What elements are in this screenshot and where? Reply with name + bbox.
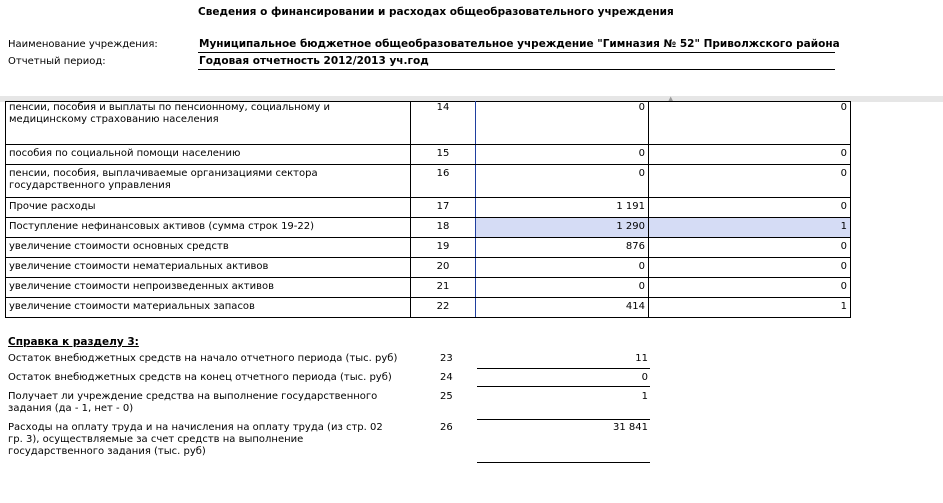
row-value-2[interactable]: 1 xyxy=(649,298,851,318)
table-row xyxy=(6,258,851,278)
table-row xyxy=(6,278,851,298)
reference-title: Справка к разделу 3: xyxy=(8,336,139,348)
ref-value-underline xyxy=(477,386,650,387)
row-value-1[interactable]: 414 xyxy=(476,298,649,318)
ref-row-name: Остаток внебюджетных средств на конец отчетного периода (тыс. руб) xyxy=(8,372,392,383)
row-name: увеличение стоимости основных средств xyxy=(6,238,411,258)
period-value: Годовая отчетность 2012/2013 уч.год xyxy=(199,55,429,67)
row-value-1[interactable]: 1 290 xyxy=(476,218,649,238)
table-row xyxy=(6,218,851,238)
ref-value-underline xyxy=(477,368,650,369)
table-row xyxy=(6,165,851,198)
row-code: 15 xyxy=(411,145,476,165)
row-value-1[interactable]: 0 xyxy=(476,102,649,145)
row-code: 14 xyxy=(411,102,476,145)
row-value-2[interactable]: 0 xyxy=(649,238,851,258)
ref-row-code: 25 xyxy=(440,391,453,402)
row-name: пенсии, пособия и выплаты по пенсионному, социальному и медицинскому страхованию населения xyxy=(6,102,411,145)
expenses-table xyxy=(5,101,851,318)
table-row xyxy=(6,298,851,318)
row-name: Поступление нефинансовых активов (сумма строк 19-22) xyxy=(6,218,411,238)
row-name: увеличение стоимости материальных запасов xyxy=(6,298,411,318)
period-label: Отчетный период: xyxy=(8,56,106,67)
row-value-2[interactable]: 0 xyxy=(649,198,851,218)
row-name: Прочие расходы xyxy=(6,198,411,218)
row-code: 17 xyxy=(411,198,476,218)
row-name: увеличение стоимости нематериальных активов xyxy=(6,258,411,278)
row-code: 19 xyxy=(411,238,476,258)
ref-row-name: Остаток внебюджетных средств на начало отчетного периода (тыс. руб) xyxy=(8,353,398,364)
row-value-2[interactable]: 0 xyxy=(649,102,851,145)
row-name: пенсии, пособия, выплачиваемые организациями сектора государственного управления xyxy=(6,165,411,198)
row-value-2[interactable]: 0 xyxy=(649,145,851,165)
row-value-2[interactable]: 1 xyxy=(649,218,851,238)
institution-value: Муниципальное бюджетное общеобразовательное учреждение "Гимназия № 52" Приволжского района xyxy=(199,38,840,50)
row-value-2[interactable]: 0 xyxy=(649,278,851,298)
row-name: пособия по социальной помощи населению xyxy=(6,145,411,165)
row-name: увеличение стоимости непроизведенных активов xyxy=(6,278,411,298)
row-code: 22 xyxy=(411,298,476,318)
row-code: 18 xyxy=(411,218,476,238)
table-row xyxy=(6,145,851,165)
row-code: 16 xyxy=(411,165,476,198)
table-row xyxy=(6,198,851,218)
ref-row-code: 26 xyxy=(440,422,453,433)
scroll-caret-icon: ▲ xyxy=(668,95,674,103)
table-row xyxy=(6,238,851,258)
ref-row-code: 24 xyxy=(440,372,453,383)
report-title: Сведения о финансировании и расходах общеобразовательного учреждения xyxy=(198,6,674,18)
ref-row-name: Получает ли учреждение средства на выполнение государственного задания (да - 1, нет - 0) xyxy=(8,391,378,414)
ref-row-value[interactable]: 0 xyxy=(641,372,648,383)
row-code: 20 xyxy=(411,258,476,278)
period-underline xyxy=(198,69,835,70)
ref-row-name: Расходы на оплату труда и на начисления на оплату труда (из стр. 02 гр. 3), осуществляемые за счет средств на выполнение государственного задания (тыс. руб) xyxy=(8,422,383,457)
row-value-1[interactable]: 0 xyxy=(476,278,649,298)
row-value-1[interactable]: 1 191 xyxy=(476,198,649,218)
row-code: 21 xyxy=(411,278,476,298)
row-value-1[interactable]: 0 xyxy=(476,165,649,198)
row-value-2[interactable]: 0 xyxy=(649,258,851,278)
ref-value-underline xyxy=(477,462,650,463)
ref-value-underline xyxy=(477,419,650,420)
table-row xyxy=(6,102,851,145)
institution-underline xyxy=(198,52,835,53)
row-value-2[interactable]: 0 xyxy=(649,165,851,198)
row-value-1[interactable]: 0 xyxy=(476,145,649,165)
row-value-1[interactable]: 876 xyxy=(476,238,649,258)
institution-label: Наименование учреждения: xyxy=(8,39,158,50)
ref-row-value[interactable]: 1 xyxy=(641,391,648,402)
row-value-1[interactable]: 0 xyxy=(476,258,649,278)
ref-row-value[interactable]: 31 841 xyxy=(613,422,648,433)
ref-row-code: 23 xyxy=(440,353,453,364)
ref-row-value[interactable]: 11 xyxy=(635,353,648,364)
